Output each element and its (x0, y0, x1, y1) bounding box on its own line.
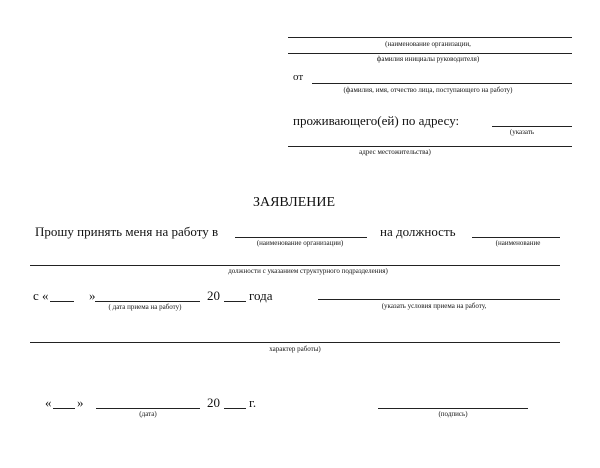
year-prefix: 20 (207, 288, 220, 303)
year-line (224, 301, 246, 302)
position-line (472, 237, 560, 238)
sig-year-suffix: г. (249, 395, 257, 410)
residing-label: проживающего(ей) по адресу: (293, 113, 460, 128)
org-name-line (235, 237, 367, 238)
sig-year-line (224, 408, 246, 409)
caption-head-name: фамилия инициалы руководителя) (376, 55, 480, 63)
fio-line (312, 83, 572, 84)
caption-org-name: (наименование организации) (256, 239, 344, 247)
document-title: ЗАЯВЛЕНИЕ (252, 195, 336, 210)
address-line-2 (288, 146, 572, 147)
caption-work-character: характер работы) (269, 345, 321, 353)
date-from-prefix: с « (33, 288, 49, 303)
sig-year-prefix: 20 (207, 395, 220, 410)
position-full-line (30, 265, 560, 266)
caption-position-struct: должности с указанием структурного подразделения) (228, 267, 388, 275)
date-quote-close: » (89, 288, 96, 303)
sig-quote-close: » (77, 395, 84, 410)
org-line (288, 37, 572, 38)
caption-signature: (подпись) (438, 410, 468, 418)
head-line (288, 53, 572, 54)
caption-naming: (наименование (495, 239, 541, 247)
signature-line (378, 408, 528, 409)
caption-conditions: (указать условия приема на работу, (381, 302, 487, 310)
caption-address: адрес местожительства) (359, 148, 431, 156)
work-character-line (30, 342, 560, 343)
sig-month-line (96, 408, 200, 409)
position-label: на должность (380, 224, 456, 239)
from-label: от (293, 71, 304, 83)
caption-date: (дата) (139, 410, 157, 418)
caption-hire-date: ( дата приема на работу) (108, 303, 182, 311)
conditions-line (318, 299, 560, 300)
caption-fio: (фамилия, имя, отчество лица, поступающего на работу) (343, 86, 513, 94)
month-line (95, 301, 200, 302)
caption-organization: (наименование организации, (385, 40, 471, 48)
request-text: Прошу принять меня на работу в (35, 224, 219, 239)
day-line (50, 301, 74, 302)
address-line-1 (492, 126, 572, 127)
sig-day-line (53, 408, 75, 409)
caption-specify: (указать (509, 128, 535, 136)
year-suffix: года (249, 288, 273, 303)
sig-quote-open: « (45, 395, 52, 410)
